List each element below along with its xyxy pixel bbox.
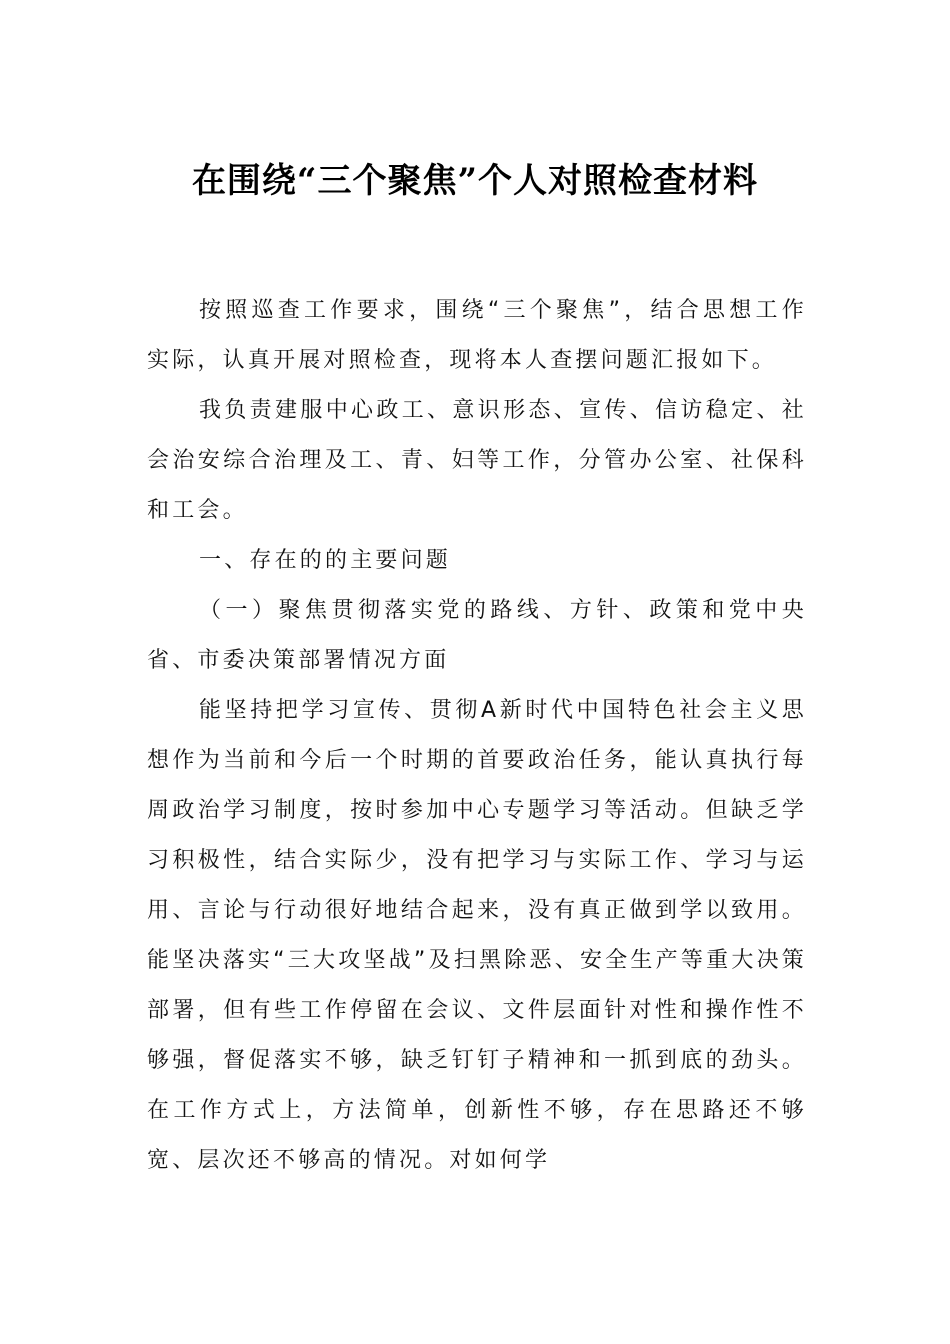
paragraph-intro: 按照巡查工作要求，围绕“三个聚焦”，结合思想工作实际，认真开展对照检查，现将本人查摆问题汇报如下。: [147, 298, 807, 373]
document-body: [147, 286, 807, 1186]
paragraph-problem-details: 能坚持把学习宣传、贯彻A新时代中国特色社会主义思想作为当前和今后一个时期的首要政治任务，能认真执行每周政治学习制度，按时参加中心专题学习等活动。但缺乏学习积极性，结合实际少，没有把学习与实际工作、学习与运用、言论与行动很好地结合起来，没有真正做到学以致用。能坚决落实“三大攻坚战”及扫黑除恶、安全生产等重大决策部署，但有些工作停留在会议、文件层面针对性和操作性不够强，督促落实不够，缺乏钉钉子精神和一抓到底的劲头。在工作方式上，方法简单，创新性不够，存在思路还不够宽、层次还不够高的情况。对如何学: [147, 698, 807, 1173]
section-heading-main-problems: 一、存在的的主要问题: [199, 548, 452, 573]
subsection-heading-1: （一）聚焦贯彻落实党的路线、方针、政策和党中央省、市委决策部署情况方面: [147, 598, 807, 673]
paragraph-responsibilities: 我负责建服中心政工、意识形态、宣传、信访稳定、社会治安综合治理及工、青、妇等工作，分管办公室、社保科和工会。: [147, 398, 807, 523]
document-title: 在围绕“三个聚焦”个人对照检查材料: [191, 161, 759, 201]
